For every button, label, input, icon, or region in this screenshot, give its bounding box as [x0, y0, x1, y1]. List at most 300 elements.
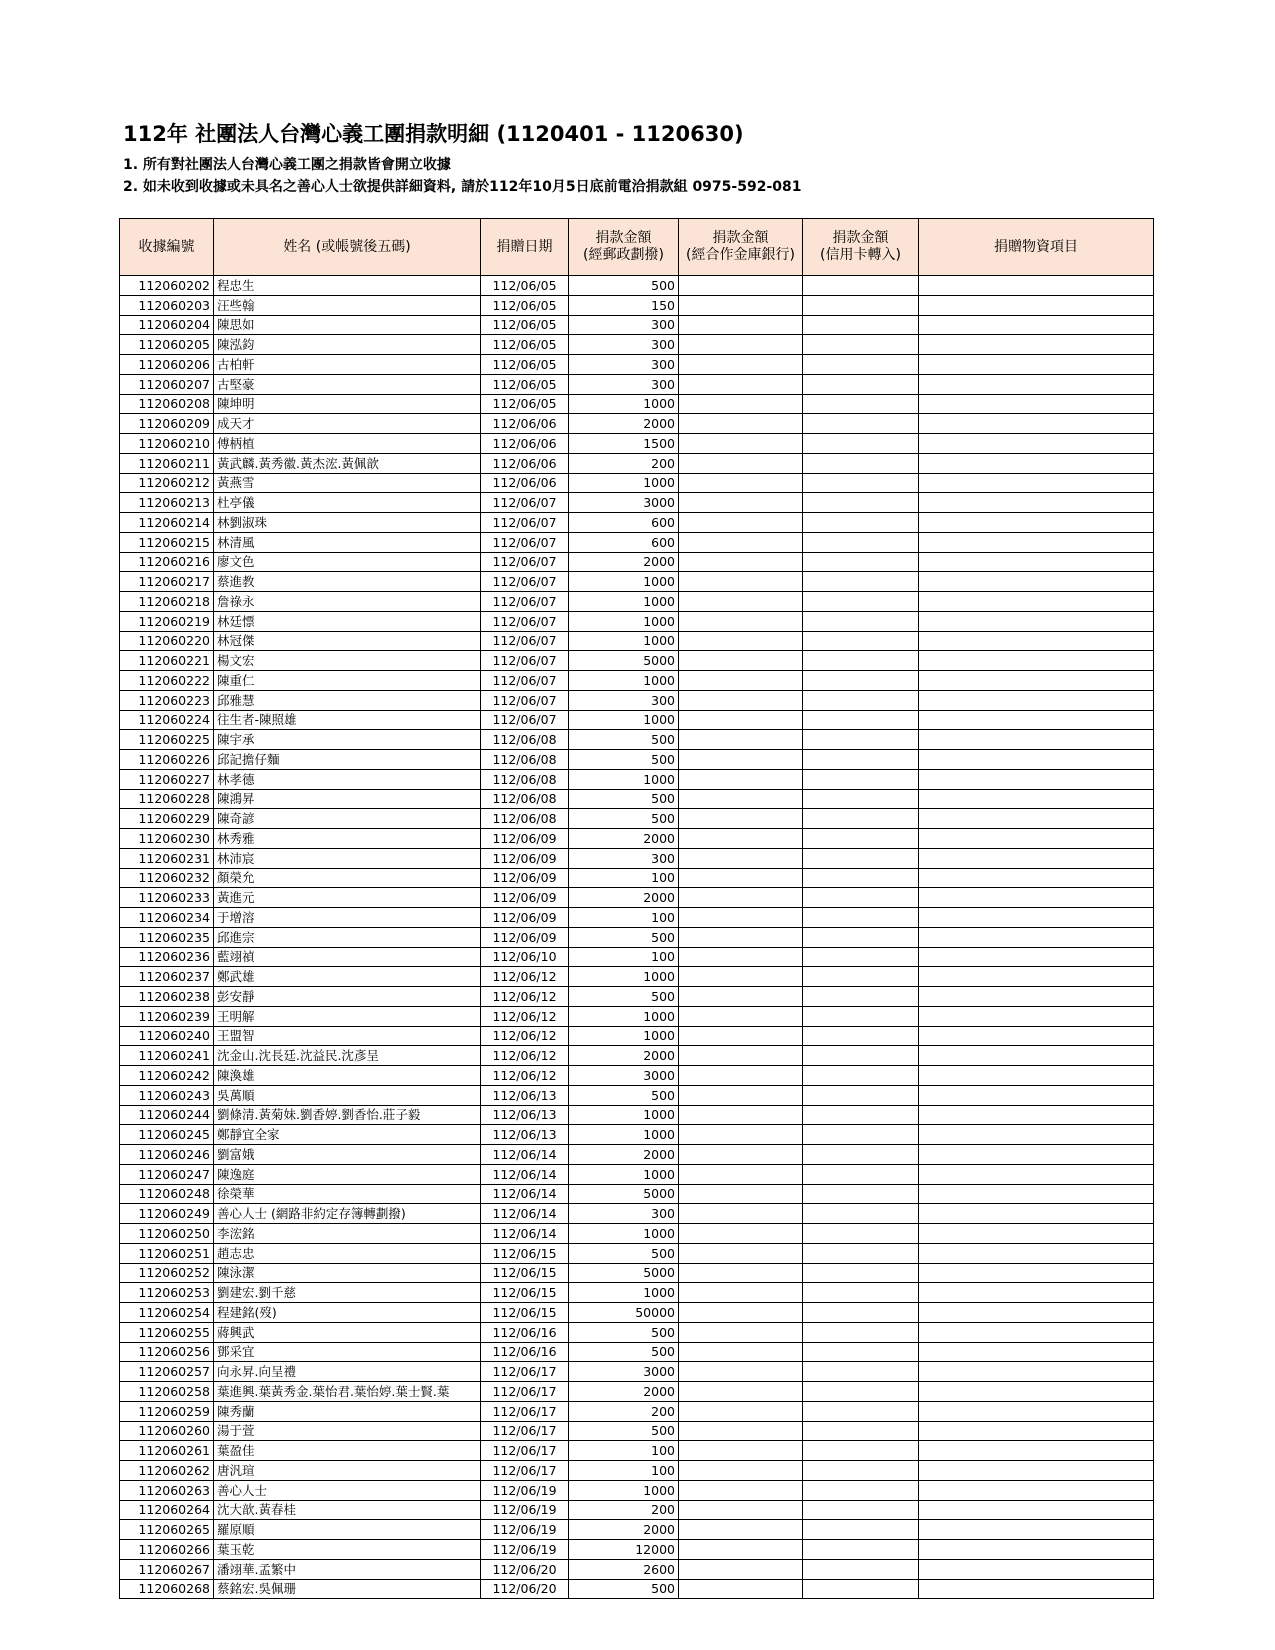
- amount-postal-cell: 1000: [569, 1026, 679, 1046]
- donation-date-cell: 112/06/07: [481, 572, 569, 592]
- amount-bank-cell: [679, 1184, 803, 1204]
- receipt-no-cell: 112060213: [120, 493, 214, 513]
- receipt-no-cell: 112060202: [120, 276, 214, 296]
- amount-card-cell: [803, 1342, 919, 1362]
- donation-date-cell: 112/06/19: [481, 1500, 569, 1520]
- amount-card-cell: [803, 651, 919, 671]
- amount-postal-cell: 100: [569, 1441, 679, 1461]
- donation-date-cell: 112/06/08: [481, 809, 569, 829]
- amount-bank-cell: [679, 1322, 803, 1342]
- donation-date-cell: 112/06/12: [481, 1006, 569, 1026]
- amount-card-cell: [803, 690, 919, 710]
- donation-date-cell: 112/06/07: [481, 493, 569, 513]
- header-receipt-no: 收據編號: [120, 219, 214, 276]
- donor-name-cell: 劉富娥: [214, 1145, 481, 1165]
- goods-cell: [919, 967, 1154, 987]
- table-row: [120, 1520, 1154, 1540]
- donation-date-cell: 112/06/07: [481, 611, 569, 631]
- donation-date-cell: 112/06/08: [481, 750, 569, 770]
- table-row: [120, 374, 1154, 394]
- receipt-no-cell: 112060240: [120, 1026, 214, 1046]
- table-row: [120, 611, 1154, 631]
- amount-postal-cell: 500: [569, 987, 679, 1007]
- receipt-no-cell: 112060229: [120, 809, 214, 829]
- donation-date-cell: 112/06/06: [481, 453, 569, 473]
- table-row: [120, 552, 1154, 572]
- receipt-no-cell: 112060244: [120, 1105, 214, 1125]
- goods-cell: [919, 1026, 1154, 1046]
- table-row: [120, 651, 1154, 671]
- donor-name-cell: 葉進興.葉黃秀金.葉怡君.葉怡婷.葉士賢.葉: [214, 1382, 481, 1402]
- donor-name-cell: 鄭靜宜全家: [214, 1125, 481, 1145]
- amount-postal-cell: 1000: [569, 1480, 679, 1500]
- amount-bank-cell: [679, 1085, 803, 1105]
- table-row: [120, 1441, 1154, 1461]
- donation-date-cell: 112/06/08: [481, 730, 569, 750]
- donor-name-cell: 沈大歆.黃春桂: [214, 1500, 481, 1520]
- donation-date-cell: 112/06/17: [481, 1461, 569, 1481]
- goods-cell: [919, 1480, 1154, 1500]
- header-amount-bank-line1: 捐款金額: [712, 230, 769, 246]
- donation-date-cell: 112/06/12: [481, 1026, 569, 1046]
- amount-postal-cell: 1000: [569, 710, 679, 730]
- donation-date-cell: 112/06/07: [481, 532, 569, 552]
- amount-card-cell: [803, 1461, 919, 1481]
- donor-name-cell: 葉盈佳: [214, 1441, 481, 1461]
- donation-date-cell: 112/06/17: [481, 1441, 569, 1461]
- amount-card-cell: [803, 967, 919, 987]
- amount-postal-cell: 1500: [569, 434, 679, 454]
- donation-date-cell: 112/06/07: [481, 671, 569, 691]
- donation-date-cell: 112/06/12: [481, 1046, 569, 1066]
- receipt-no-cell: 112060225: [120, 730, 214, 750]
- donor-name-cell: 潘翊華.孟繁中: [214, 1559, 481, 1579]
- amount-card-cell: [803, 789, 919, 809]
- donor-name-cell: 楊文宏: [214, 651, 481, 671]
- table-row: [120, 888, 1154, 908]
- table-row: [120, 1125, 1154, 1145]
- donor-name-cell: 蔡銘宏.吳佩珊: [214, 1579, 481, 1599]
- donor-name-cell: 古堅豪: [214, 374, 481, 394]
- amount-card-cell: [803, 1006, 919, 1026]
- receipt-no-cell: 112060243: [120, 1085, 214, 1105]
- receipt-no-cell: 112060258: [120, 1382, 214, 1402]
- donor-name-cell: 廖文色: [214, 552, 481, 572]
- amount-card-cell: [803, 769, 919, 789]
- goods-cell: [919, 1066, 1154, 1086]
- goods-cell: [919, 493, 1154, 513]
- goods-cell: [919, 513, 1154, 533]
- donation-date-cell: 112/06/08: [481, 769, 569, 789]
- goods-cell: [919, 1342, 1154, 1362]
- donor-name-cell: 沈金山.沈長廷.沈益民.沈彥呈: [214, 1046, 481, 1066]
- goods-cell: [919, 434, 1154, 454]
- donor-name-cell: 林劉淑珠: [214, 513, 481, 533]
- goods-cell: [919, 453, 1154, 473]
- table-row: [120, 1461, 1154, 1481]
- receipt-no-cell: 112060261: [120, 1441, 214, 1461]
- table-row: [120, 1105, 1154, 1125]
- goods-cell: [919, 690, 1154, 710]
- amount-postal-cell: 500: [569, 1243, 679, 1263]
- amount-card-cell: [803, 1540, 919, 1560]
- amount-bank-cell: [679, 710, 803, 730]
- goods-cell: [919, 1164, 1154, 1184]
- amount-postal-cell: 1000: [569, 1125, 679, 1145]
- donor-name-cell: 葉玉乾: [214, 1540, 481, 1560]
- donor-name-cell: 劉建宏.劉千慈: [214, 1283, 481, 1303]
- receipt-no-cell: 112060231: [120, 848, 214, 868]
- goods-cell: [919, 651, 1154, 671]
- amount-card-cell: [803, 1559, 919, 1579]
- amount-postal-cell: 1000: [569, 967, 679, 987]
- receipt-no-cell: 112060215: [120, 532, 214, 552]
- amount-bank-cell: [679, 473, 803, 493]
- receipt-no-cell: 112060251: [120, 1243, 214, 1263]
- table-row: [120, 1283, 1154, 1303]
- goods-cell: [919, 908, 1154, 928]
- table-row: [120, 829, 1154, 849]
- donor-name-cell: 蔡進教: [214, 572, 481, 592]
- receipt-no-cell: 112060263: [120, 1480, 214, 1500]
- goods-cell: [919, 335, 1154, 355]
- receipt-no-cell: 112060249: [120, 1204, 214, 1224]
- donor-name-cell: 向永昇.向呈禮: [214, 1362, 481, 1382]
- goods-cell: [919, 730, 1154, 750]
- amount-card-cell: [803, 1500, 919, 1520]
- goods-cell: [919, 631, 1154, 651]
- table-row: [120, 1164, 1154, 1184]
- amount-bank-cell: [679, 1382, 803, 1402]
- table-row: [120, 335, 1154, 355]
- amount-bank-cell: [679, 1401, 803, 1421]
- amount-card-cell: [803, 513, 919, 533]
- amount-card-cell: [803, 473, 919, 493]
- donation-date-cell: 112/06/19: [481, 1540, 569, 1560]
- goods-cell: [919, 1184, 1154, 1204]
- donation-date-cell: 112/06/07: [481, 651, 569, 671]
- donation-date-cell: 112/06/09: [481, 829, 569, 849]
- amount-postal-cell: 100: [569, 868, 679, 888]
- table-row: [120, 908, 1154, 928]
- donation-date-cell: 112/06/09: [481, 848, 569, 868]
- donor-name-cell: 林孝德: [214, 769, 481, 789]
- donor-name-cell: 劉條清.黃菊妹.劉香婷.劉香怡.莊子毅: [214, 1105, 481, 1125]
- amount-bank-cell: [679, 651, 803, 671]
- goods-cell: [919, 1579, 1154, 1599]
- amount-postal-cell: 500: [569, 927, 679, 947]
- goods-cell: [919, 1540, 1154, 1560]
- table-row: [120, 453, 1154, 473]
- amount-card-cell: [803, 295, 919, 315]
- goods-cell: [919, 394, 1154, 414]
- amount-bank-cell: [679, 1243, 803, 1263]
- receipt-no-cell: 112060246: [120, 1145, 214, 1165]
- amount-postal-cell: 500: [569, 789, 679, 809]
- donor-name-cell: 陳思如: [214, 315, 481, 335]
- donor-name-cell: 陳鴻昇: [214, 789, 481, 809]
- amount-postal-cell: 500: [569, 276, 679, 296]
- donation-date-cell: 112/06/13: [481, 1125, 569, 1145]
- amount-bank-cell: [679, 295, 803, 315]
- goods-cell: [919, 710, 1154, 730]
- amount-postal-cell: 5000: [569, 1184, 679, 1204]
- donor-name-cell: 趙志忠: [214, 1243, 481, 1263]
- amount-bank-cell: [679, 1520, 803, 1540]
- receipt-no-cell: 112060242: [120, 1066, 214, 1086]
- table-row: [120, 1540, 1154, 1560]
- amount-card-cell: [803, 671, 919, 691]
- amount-bank-cell: [679, 1066, 803, 1086]
- header-amount-postal-line2: (經郵政劃撥): [583, 247, 664, 263]
- amount-card-cell: [803, 868, 919, 888]
- amount-card-cell: [803, 276, 919, 296]
- donor-name-cell: 蔣興武: [214, 1322, 481, 1342]
- amount-postal-cell: 1000: [569, 473, 679, 493]
- amount-postal-cell: 2000: [569, 1520, 679, 1540]
- header-amount-bank-line2: (經合作金庫銀行): [686, 247, 795, 263]
- amount-postal-cell: 12000: [569, 1540, 679, 1560]
- amount-card-cell: [803, 848, 919, 868]
- table-row: [120, 730, 1154, 750]
- amount-bank-cell: [679, 493, 803, 513]
- donor-name-cell: 往生者-陳照雄: [214, 710, 481, 730]
- amount-card-cell: [803, 1026, 919, 1046]
- amount-card-cell: [803, 1105, 919, 1125]
- donation-date-cell: 112/06/05: [481, 276, 569, 296]
- amount-card-cell: [803, 1224, 919, 1244]
- donation-date-cell: 112/06/07: [481, 513, 569, 533]
- donor-name-cell: 唐汎瑄: [214, 1461, 481, 1481]
- amount-bank-cell: [679, 1559, 803, 1579]
- goods-cell: [919, 295, 1154, 315]
- amount-card-cell: [803, 1421, 919, 1441]
- receipt-no-cell: 112060268: [120, 1579, 214, 1599]
- table-row: [120, 1026, 1154, 1046]
- receipt-no-cell: 112060239: [120, 1006, 214, 1026]
- amount-bank-cell: [679, 1540, 803, 1560]
- amount-postal-cell: 2000: [569, 829, 679, 849]
- receipt-no-cell: 112060212: [120, 473, 214, 493]
- donor-name-cell: 邱進宗: [214, 927, 481, 947]
- table-row: [120, 789, 1154, 809]
- amount-bank-cell: [679, 592, 803, 612]
- amount-postal-cell: 1000: [569, 572, 679, 592]
- amount-bank-cell: [679, 1500, 803, 1520]
- receipt-no-cell: 112060235: [120, 927, 214, 947]
- donation-date-cell: 112/06/09: [481, 908, 569, 928]
- amount-bank-cell: [679, 276, 803, 296]
- amount-postal-cell: 500: [569, 730, 679, 750]
- amount-card-cell: [803, 414, 919, 434]
- donor-name-cell: 陳重仁: [214, 671, 481, 691]
- amount-postal-cell: 1000: [569, 631, 679, 651]
- donor-name-cell: 陳泓鈞: [214, 335, 481, 355]
- table-row: [120, 434, 1154, 454]
- donor-name-cell: 黃燕雪: [214, 473, 481, 493]
- amount-postal-cell: 1000: [569, 1105, 679, 1125]
- amount-bank-cell: [679, 868, 803, 888]
- donor-name-cell: 善心人士 (網路非約定存簿轉劃撥): [214, 1204, 481, 1224]
- amount-postal-cell: 300: [569, 315, 679, 335]
- amount-postal-cell: 100: [569, 908, 679, 928]
- receipt-no-cell: 112060227: [120, 769, 214, 789]
- donor-name-cell: 陳泳潔: [214, 1263, 481, 1283]
- table-row: [120, 394, 1154, 414]
- donation-date-cell: 112/06/15: [481, 1243, 569, 1263]
- amount-bank-cell: [679, 690, 803, 710]
- amount-card-cell: [803, 1145, 919, 1165]
- amount-card-cell: [803, 1085, 919, 1105]
- donation-date-cell: 112/06/07: [481, 710, 569, 730]
- donation-date-cell: 112/06/05: [481, 394, 569, 414]
- goods-cell: [919, 671, 1154, 691]
- donor-name-cell: 陳渙雄: [214, 1066, 481, 1086]
- amount-bank-cell: [679, 532, 803, 552]
- table-row: [120, 1243, 1154, 1263]
- amount-card-cell: [803, 552, 919, 572]
- amount-postal-cell: 2600: [569, 1559, 679, 1579]
- receipt-no-cell: 112060260: [120, 1421, 214, 1441]
- amount-card-cell: [803, 1243, 919, 1263]
- amount-postal-cell: 300: [569, 355, 679, 375]
- amount-postal-cell: 2000: [569, 552, 679, 572]
- table-row: [120, 355, 1154, 375]
- amount-postal-cell: 2000: [569, 1046, 679, 1066]
- donor-name-cell: 于增溶: [214, 908, 481, 928]
- donor-name-cell: 鄧采宜: [214, 1342, 481, 1362]
- receipt-no-cell: 112060250: [120, 1224, 214, 1244]
- amount-card-cell: [803, 434, 919, 454]
- goods-cell: [919, 1125, 1154, 1145]
- goods-cell: [919, 1382, 1154, 1402]
- amount-bank-cell: [679, 769, 803, 789]
- receipt-no-cell: 112060221: [120, 651, 214, 671]
- table-row: [120, 631, 1154, 651]
- amount-card-cell: [803, 355, 919, 375]
- amount-card-cell: [803, 1401, 919, 1421]
- table-row: [120, 1480, 1154, 1500]
- donor-name-cell: 鄭武雄: [214, 967, 481, 987]
- table-row: [120, 1145, 1154, 1165]
- donor-name-cell: 黃武麟.黃秀徽.黃杰浤.黃佩歆: [214, 453, 481, 473]
- amount-postal-cell: 500: [569, 1421, 679, 1441]
- goods-cell: [919, 1204, 1154, 1224]
- amount-bank-cell: [679, 947, 803, 967]
- donor-name-cell: 古柏軒: [214, 355, 481, 375]
- goods-cell: [919, 848, 1154, 868]
- amount-postal-cell: 3000: [569, 1362, 679, 1382]
- goods-cell: [919, 769, 1154, 789]
- receipt-no-cell: 112060238: [120, 987, 214, 1007]
- donation-date-cell: 112/06/05: [481, 374, 569, 394]
- amount-postal-cell: 500: [569, 1085, 679, 1105]
- receipt-no-cell: 112060232: [120, 868, 214, 888]
- donation-date-cell: 112/06/17: [481, 1421, 569, 1441]
- amount-bank-cell: [679, 730, 803, 750]
- goods-cell: [919, 1283, 1154, 1303]
- donor-name-cell: 藍翊禎: [214, 947, 481, 967]
- header-amount-card-line1: 捐款金額: [832, 230, 889, 246]
- table-row: [120, 947, 1154, 967]
- table-row: [120, 1263, 1154, 1283]
- amount-postal-cell: 1000: [569, 1006, 679, 1026]
- amount-bank-cell: [679, 927, 803, 947]
- header-goods: 捐贈物資項目: [919, 219, 1154, 276]
- amount-card-cell: [803, 908, 919, 928]
- receipt-no-cell: 112060223: [120, 690, 214, 710]
- donor-name-cell: 吳萬順: [214, 1085, 481, 1105]
- amount-bank-cell: [679, 611, 803, 631]
- table-row: [120, 295, 1154, 315]
- goods-cell: [919, 809, 1154, 829]
- amount-bank-cell: [679, 1046, 803, 1066]
- donation-date-cell: 112/06/08: [481, 789, 569, 809]
- amount-postal-cell: 100: [569, 1461, 679, 1481]
- table-row: [120, 1224, 1154, 1244]
- amount-card-cell: [803, 1382, 919, 1402]
- amount-postal-cell: 1000: [569, 592, 679, 612]
- amount-postal-cell: 200: [569, 453, 679, 473]
- amount-postal-cell: 1000: [569, 1224, 679, 1244]
- amount-card-cell: [803, 493, 919, 513]
- donation-date-cell: 112/06/17: [481, 1401, 569, 1421]
- header-amount-card-line2: (信用卡轉入): [820, 247, 901, 263]
- donation-date-cell: 112/06/17: [481, 1382, 569, 1402]
- receipt-no-cell: 112060214: [120, 513, 214, 533]
- donor-name-cell: 林冠傑: [214, 631, 481, 651]
- note-contact: 2. 如未收到收據或未具名之善心人士欲提供詳細資料, 請於112年10月5日底前電洽捐款組 0975-592-081: [123, 179, 802, 195]
- donation-date-cell: 112/06/20: [481, 1579, 569, 1599]
- amount-postal-cell: 300: [569, 848, 679, 868]
- amount-card-cell: [803, 1362, 919, 1382]
- amount-bank-cell: [679, 1145, 803, 1165]
- donation-date-cell: 112/06/15: [481, 1283, 569, 1303]
- donation-date-cell: 112/06/13: [481, 1105, 569, 1125]
- amount-bank-cell: [679, 1105, 803, 1125]
- amount-bank-cell: [679, 414, 803, 434]
- goods-cell: [919, 1145, 1154, 1165]
- table-row: [120, 868, 1154, 888]
- receipt-no-cell: 112060230: [120, 829, 214, 849]
- goods-cell: [919, 1421, 1154, 1441]
- amount-bank-cell: [679, 848, 803, 868]
- amount-bank-cell: [679, 434, 803, 454]
- goods-cell: [919, 868, 1154, 888]
- donor-name-cell: 陳坤明: [214, 394, 481, 414]
- donation-date-cell: 112/06/06: [481, 434, 569, 454]
- donation-date-cell: 112/06/05: [481, 335, 569, 355]
- goods-cell: [919, 1461, 1154, 1481]
- donor-name-cell: 陳秀蘭: [214, 1401, 481, 1421]
- amount-postal-cell: 300: [569, 690, 679, 710]
- table-row: [120, 1401, 1154, 1421]
- goods-cell: [919, 829, 1154, 849]
- header-amount-card: [803, 219, 919, 276]
- donor-name-cell: 顏榮允: [214, 868, 481, 888]
- goods-cell: [919, 1303, 1154, 1323]
- amount-bank-cell: [679, 888, 803, 908]
- amount-postal-cell: 1000: [569, 394, 679, 414]
- amount-card-cell: [803, 631, 919, 651]
- donor-name-cell: 林秀雅: [214, 829, 481, 849]
- donation-date-cell: 112/06/14: [481, 1164, 569, 1184]
- table-row: [120, 572, 1154, 592]
- donation-date-cell: 112/06/12: [481, 1066, 569, 1086]
- receipt-no-cell: 112060257: [120, 1362, 214, 1382]
- amount-bank-cell: [679, 1204, 803, 1224]
- donation-date-cell: 112/06/09: [481, 927, 569, 947]
